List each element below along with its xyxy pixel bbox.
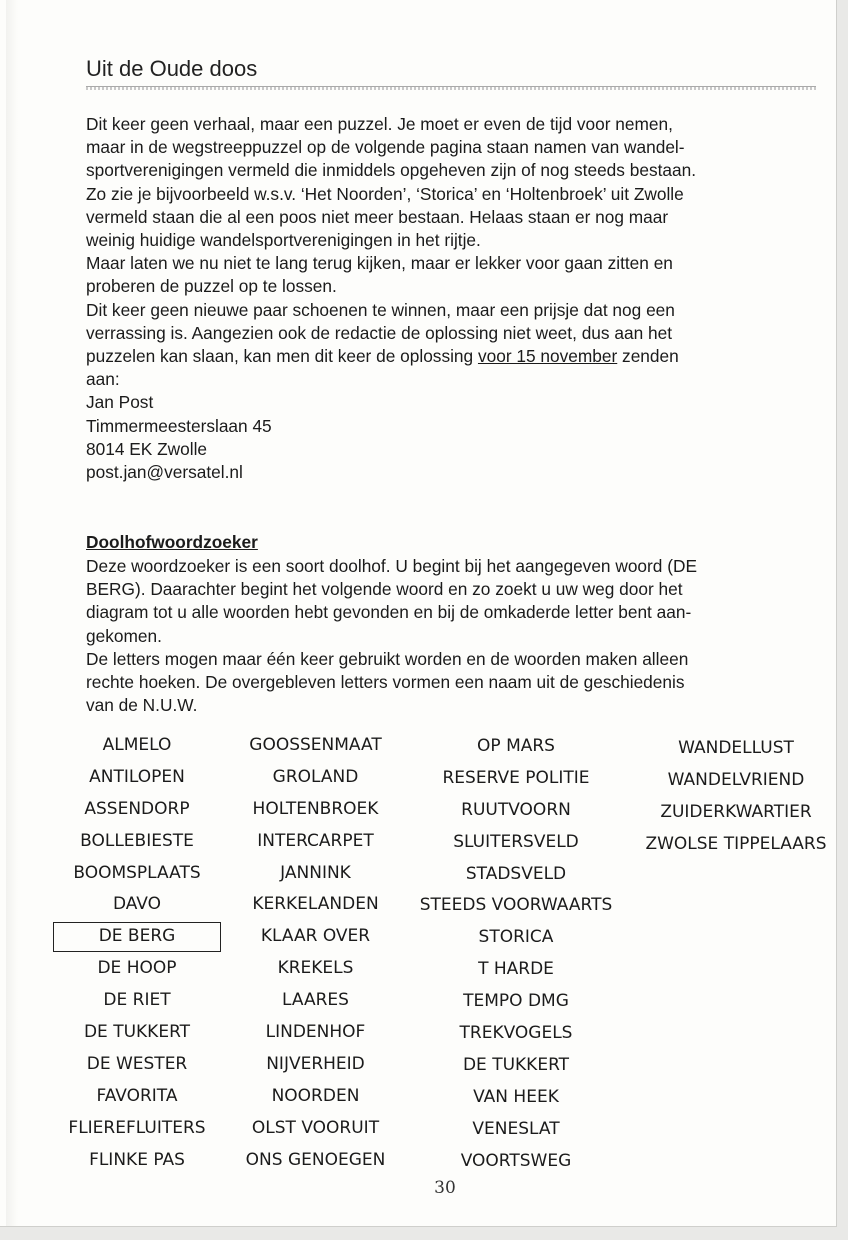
- puzzle-word: ALMELO: [102, 735, 172, 755]
- address-name: Jan Post: [86, 392, 154, 413]
- puzzle-word: WANDELLUST: [678, 738, 794, 758]
- puzzle-word: RUUTVOORN: [461, 799, 571, 820]
- address-city: 8014 EK Zwolle: [86, 438, 208, 459]
- puzzle-word: LINDENHOF: [265, 1022, 366, 1043]
- puzzle-word: GOOSSENMAAT: [249, 735, 382, 755]
- puzzle-word: BOLLEBIESTE: [80, 830, 194, 851]
- text-line: Maar laten we nu niet te lang terug kijken, maar er lekker voor gaan zitten en: [86, 253, 673, 274]
- text-line: vermeld staan die al een poos niet meer bestaan. Helaas staan er nog maar: [86, 206, 669, 227]
- puzzle-word: DE TUKKERT: [462, 1054, 570, 1075]
- page-number: 30: [434, 1178, 456, 1198]
- puzzle-word: OLST VOORUIT: [251, 1117, 380, 1138]
- puzzle-word: INTERCARPET: [257, 830, 374, 851]
- puzzle-word: GROLAND: [272, 766, 359, 787]
- puzzle-word: VAN HEEK: [473, 1086, 559, 1107]
- text-line: sportverenigingen vermeld die inmiddels opgeheven zijn of nog steeds bestaan.: [86, 160, 697, 181]
- word-list-column-1: [52, 730, 222, 1176]
- puzzle-word: STORICA: [478, 927, 554, 948]
- puzzle-word: ZWOLSE TIPPELAARS: [645, 833, 827, 854]
- text-line: gekomen.: [86, 625, 162, 646]
- section-title: Uit de Oude doos: [86, 56, 258, 81]
- intro-text: [86, 113, 826, 484]
- address-street: Timmermeesterslaan 45: [86, 415, 272, 436]
- text-line: van de N.U.W.: [86, 695, 198, 716]
- address-email: post.jan@versatel.nl: [86, 462, 243, 483]
- word-list-column-2: [228, 730, 403, 1176]
- puzzle-word: VENESLAT: [472, 1118, 560, 1139]
- puzzle-word: FLINKE PAS: [89, 1149, 185, 1170]
- puzzle-word: DE WESTER: [86, 1053, 188, 1074]
- puzzle-word: VOORTSWEG: [460, 1150, 572, 1171]
- page-edge: [6, 0, 18, 1226]
- intro-paragraph-3: [86, 299, 826, 392]
- puzzle-word: KLAAR OVER: [260, 926, 371, 947]
- text-line: diagram tot u alle woorden hebt gevonden en bij de omkaderde letter bent aan-: [86, 602, 692, 623]
- puzzle-word: STEEDS VOORWAARTS: [419, 895, 613, 916]
- puzzle-word: DE HOOP: [97, 958, 177, 979]
- text-line: maar in de wegstreeppuzzel op de volgende pagina staan namen van wandel-: [86, 137, 685, 158]
- puzzle-word: FAVORITA: [96, 1085, 178, 1106]
- puzzle-word: TEMPO DMG: [463, 991, 569, 1012]
- text-line: BERG). Daarachter begint het volgende woord en zo zoekt u uw weg door het: [86, 579, 683, 600]
- puzzle-word: FLIEREFLUITERS: [68, 1117, 206, 1138]
- text-line: De letters mogen maar één keer gebruikt worden en de woorden maken alleen: [86, 648, 689, 669]
- puzzle-word: TREKVOGELS: [459, 1023, 573, 1044]
- puzzle-word: RESERVE POLITIE: [442, 767, 590, 788]
- deadline-underlined: voor 15 november: [477, 346, 618, 367]
- puzzle-word: HOLTENBROEK: [252, 798, 379, 819]
- puzzle-word: OP MARS: [477, 736, 555, 756]
- puzzle-word: STADSVELD: [465, 863, 567, 884]
- puzzle-word: JANNINK: [280, 862, 351, 883]
- boxed-start-word: DE BERG: [52, 921, 222, 953]
- puzzle-word: SLUITERSVELD: [453, 831, 579, 852]
- section-title-rule: [86, 86, 816, 90]
- word-list-column-4: [636, 733, 836, 861]
- text-line: proberen de puzzel op te lossen.: [86, 276, 337, 297]
- puzzle-word: ASSENDORP: [84, 798, 190, 819]
- puzzle-word: DE RIET: [103, 990, 171, 1011]
- text-line: aan:: [86, 369, 120, 390]
- puzzle-word: DE TUKKERT: [83, 1022, 191, 1043]
- text-line: Zo zie je bijvoorbeeld w.s.v. ‘Het Noorden’, ‘Storica’ en ‘Holtenbroek’ uit Zwolle: [86, 183, 684, 204]
- text-line: verrassing is. Aangezien ook de redactie de oplossing niet weet, dus aan het: [86, 322, 673, 343]
- puzzle-word: KERKELANDEN: [252, 894, 379, 915]
- text-line-part: puzzelen kan slaan, kan men dit keer de oplossing: [86, 346, 478, 367]
- instructions-paragraph-2: [86, 648, 826, 718]
- puzzle-word: T HARDE: [478, 959, 554, 980]
- puzzle-word: BOOMSPLAATS: [73, 862, 201, 883]
- puzzle-instructions: [86, 555, 826, 717]
- text-line: rechte hoeken. De overgebleven letters vormen een naam uit de geschiedenis: [86, 672, 685, 693]
- text-line: Dit keer geen nieuwe paar schoenen te winnen, maar een prijsje dat nog een: [86, 299, 675, 320]
- intro-paragraph-2: [86, 252, 826, 298]
- puzzle-word: ZUIDERKWARTIER: [660, 801, 812, 822]
- intro-paragraph-1: [86, 113, 826, 252]
- text-line: Dit keer geen verhaal, maar een puzzel. Je moet er even de tijd voor nemen,: [86, 114, 673, 134]
- instructions-paragraph-1: [86, 555, 826, 648]
- puzzle-word: DAVO: [112, 894, 162, 915]
- puzzle-word: KREKELS: [277, 958, 354, 979]
- puzzle-word: WANDELVRIEND: [667, 769, 805, 790]
- puzzle-word: NOORDEN: [271, 1085, 360, 1106]
- text-line: Deze woordzoeker is een soort doolhof. U begint bij het aangegeven woord (DE: [86, 556, 697, 576]
- puzzle-word: LAARES: [282, 990, 349, 1011]
- puzzle-word: NIJVERHEID: [266, 1053, 365, 1074]
- puzzle-heading: Doolhofwoordzoeker: [86, 532, 258, 552]
- address-block: [86, 391, 826, 484]
- text-line-part: zenden: [617, 346, 679, 367]
- word-list-column-3: [406, 731, 626, 1177]
- puzzle-word: ONS GENOEGEN: [245, 1149, 386, 1170]
- puzzle-word: ANTILOPEN: [89, 766, 185, 787]
- text-line: weinig huidige wandelsportverenigingen in het rijtje.: [86, 230, 481, 251]
